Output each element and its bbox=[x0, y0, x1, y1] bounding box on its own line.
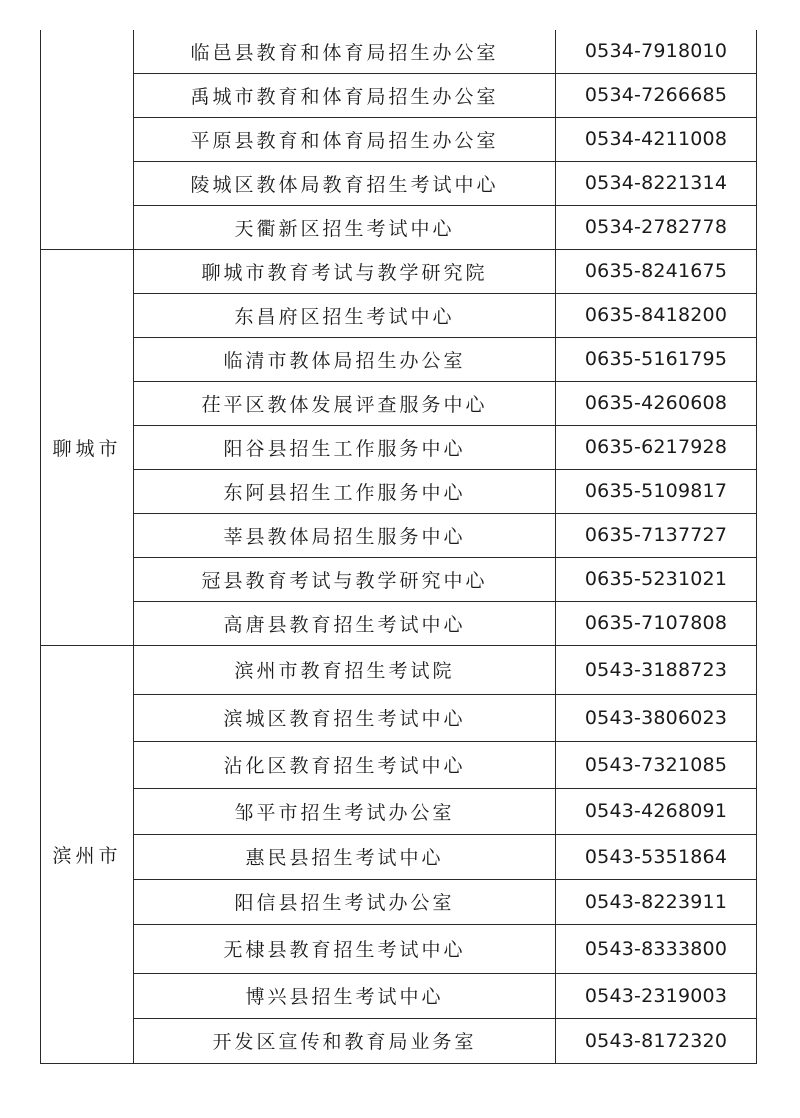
region-cell bbox=[41, 30, 134, 249]
table-row bbox=[41, 161, 757, 205]
phone-number: 0534-7918010 bbox=[556, 30, 757, 73]
table-row bbox=[41, 788, 757, 834]
phone-number: 0543-8172320 bbox=[556, 1018, 757, 1063]
phone-number: 0543-8333800 bbox=[556, 924, 757, 973]
table-row bbox=[41, 694, 757, 741]
table-row bbox=[41, 645, 757, 694]
organization-name: 临清市教体局招生办公室 bbox=[134, 337, 556, 381]
table-row bbox=[41, 557, 757, 601]
table-row bbox=[41, 513, 757, 557]
table-row bbox=[41, 469, 757, 513]
organization-name: 沾化区教育招生考试中心 bbox=[134, 741, 556, 788]
phone-number: 0635-7107808 bbox=[556, 601, 757, 645]
contact-table-body bbox=[41, 30, 757, 1063]
organization-name: 东阿县招生工作服务中心 bbox=[134, 469, 556, 513]
table-row bbox=[41, 1018, 757, 1063]
phone-number: 0635-4260608 bbox=[556, 381, 757, 425]
organization-name: 高唐县教育招生考试中心 bbox=[134, 601, 556, 645]
organization-name: 博兴县招生考试中心 bbox=[134, 973, 556, 1018]
phone-number: 0543-3188723 bbox=[556, 645, 757, 694]
organization-name: 阳信县招生考试办公室 bbox=[134, 879, 556, 924]
table-row bbox=[41, 425, 757, 469]
table-row bbox=[41, 30, 757, 73]
phone-number: 0635-8241675 bbox=[556, 249, 757, 293]
organization-name: 无棣县教育招生考试中心 bbox=[134, 924, 556, 973]
phone-number: 0534-4211008 bbox=[556, 117, 757, 161]
table-row bbox=[41, 249, 757, 293]
table-row bbox=[41, 293, 757, 337]
organization-name: 平原县教育和体育局招生办公室 bbox=[134, 117, 556, 161]
organization-name: 滨州市教育招生考试院 bbox=[134, 645, 556, 694]
contact-table bbox=[40, 30, 757, 1064]
phone-number: 0635-5161795 bbox=[556, 337, 757, 381]
table-row bbox=[41, 879, 757, 924]
phone-number: 0543-7321085 bbox=[556, 741, 757, 788]
table-row bbox=[41, 741, 757, 788]
table-row bbox=[41, 117, 757, 161]
organization-name: 临邑县教育和体育局招生办公室 bbox=[134, 30, 556, 73]
phone-number: 0635-8418200 bbox=[556, 293, 757, 337]
phone-number: 0635-6217928 bbox=[556, 425, 757, 469]
phone-number: 0534-8221314 bbox=[556, 161, 757, 205]
region-cell: 滨州市 bbox=[41, 645, 134, 1063]
organization-name: 冠县教育考试与教学研究中心 bbox=[134, 557, 556, 601]
table-row bbox=[41, 73, 757, 117]
organization-name: 陵城区教体局教育招生考试中心 bbox=[134, 161, 556, 205]
phone-number: 0543-2319003 bbox=[556, 973, 757, 1018]
table-row bbox=[41, 834, 757, 879]
table-row bbox=[41, 381, 757, 425]
phone-number: 0635-5109817 bbox=[556, 469, 757, 513]
table-row bbox=[41, 601, 757, 645]
phone-number: 0543-3806023 bbox=[556, 694, 757, 741]
phone-number: 0534-2782778 bbox=[556, 205, 757, 249]
organization-name: 莘县教体局招生服务中心 bbox=[134, 513, 556, 557]
phone-number: 0635-5231021 bbox=[556, 557, 757, 601]
phone-number: 0543-8223911 bbox=[556, 879, 757, 924]
table-row bbox=[41, 205, 757, 249]
table-row bbox=[41, 337, 757, 381]
table-row bbox=[41, 973, 757, 1018]
organization-name: 开发区宣传和教育局业务室 bbox=[134, 1018, 556, 1063]
phone-number: 0534-7266685 bbox=[556, 73, 757, 117]
phone-number: 0635-7137727 bbox=[556, 513, 757, 557]
table-row bbox=[41, 924, 757, 973]
organization-name: 邹平市招生考试办公室 bbox=[134, 788, 556, 834]
phone-number: 0543-4268091 bbox=[556, 788, 757, 834]
phone-number: 0543-5351864 bbox=[556, 834, 757, 879]
region-cell: 聊城市 bbox=[41, 249, 134, 645]
organization-name: 天衢新区招生考试中心 bbox=[134, 205, 556, 249]
organization-name: 东昌府区招生考试中心 bbox=[134, 293, 556, 337]
organization-name: 聊城市教育考试与教学研究院 bbox=[134, 249, 556, 293]
organization-name: 茌平区教体发展评查服务中心 bbox=[134, 381, 556, 425]
organization-name: 阳谷县招生工作服务中心 bbox=[134, 425, 556, 469]
organization-name: 惠民县招生考试中心 bbox=[134, 834, 556, 879]
organization-name: 禹城市教育和体育局招生办公室 bbox=[134, 73, 556, 117]
organization-name: 滨城区教育招生考试中心 bbox=[134, 694, 556, 741]
